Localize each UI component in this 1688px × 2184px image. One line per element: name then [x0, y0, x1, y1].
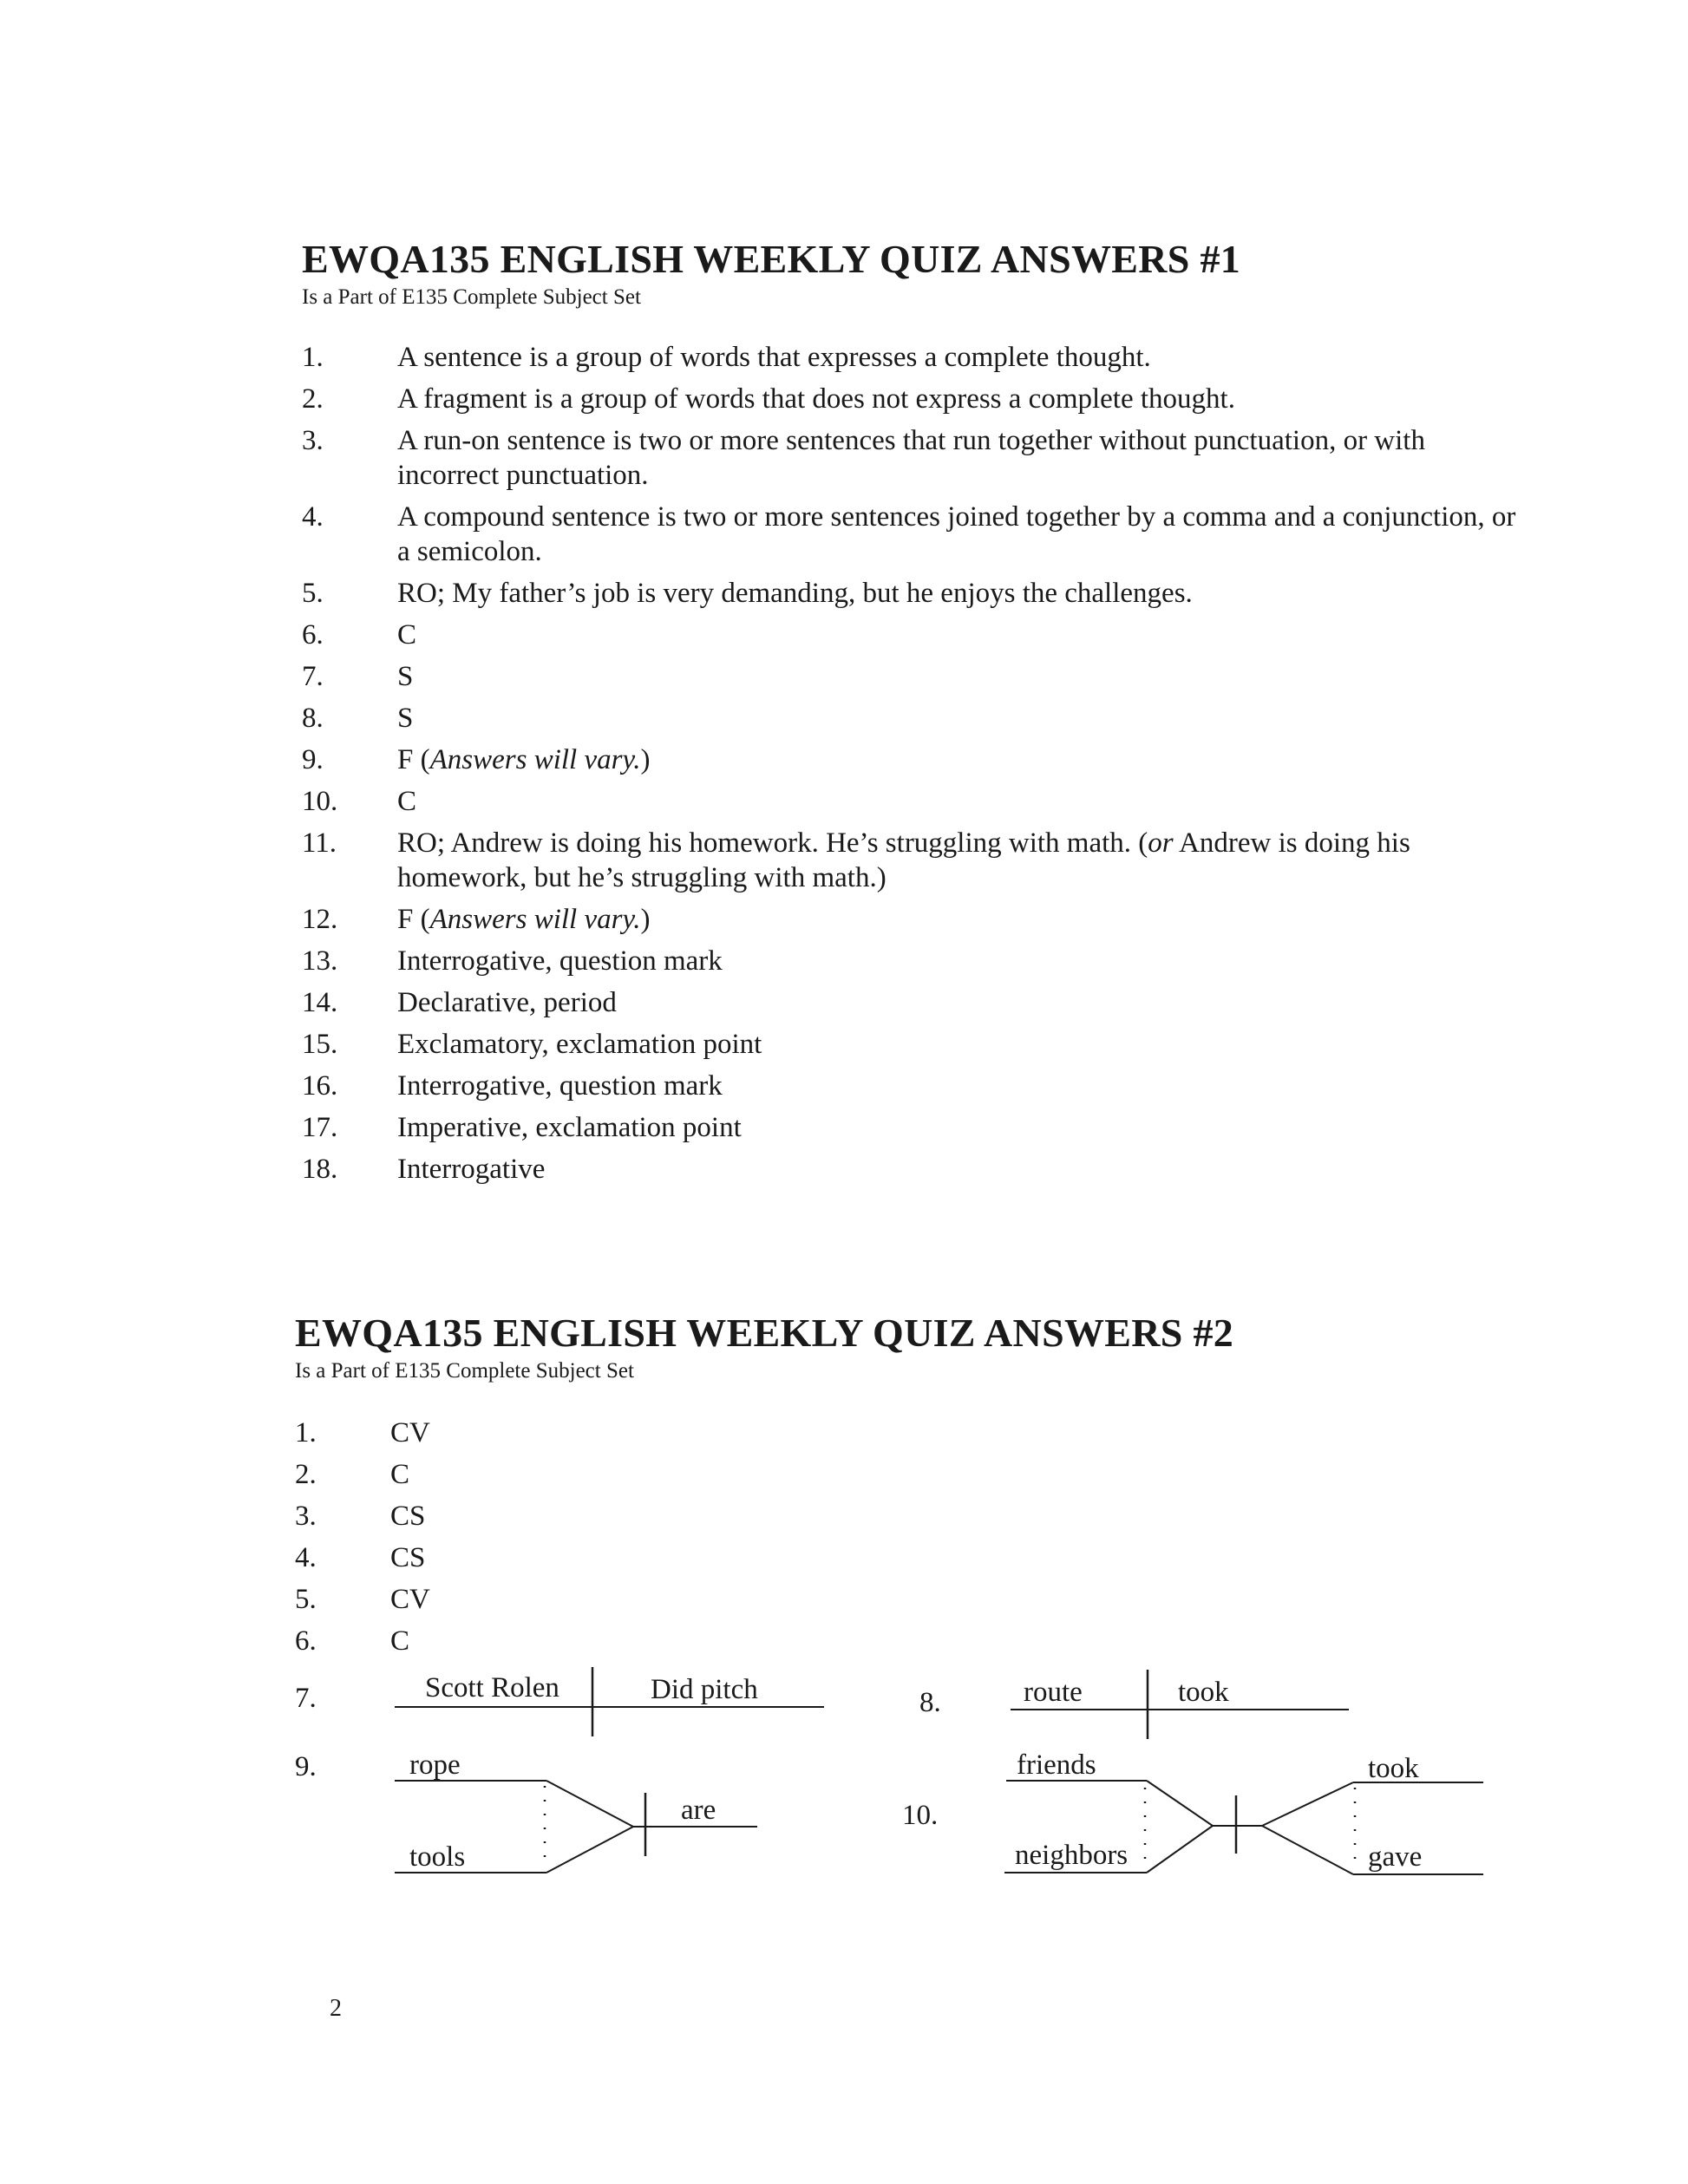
answer-text: CV	[390, 1584, 430, 1615]
answer-note: (Answers will vary.)	[420, 904, 651, 935]
answer-text: RO; Andrew is doing his homework. He’s struggling with math. (or Andrew is doing his homework, but he’s struggling with math.)	[397, 827, 1410, 893]
answer-item	[302, 826, 1534, 895]
diagram-9-lines	[295, 1748, 781, 1891]
answer-number: 10.	[302, 786, 338, 817]
answer-item	[302, 659, 1534, 694]
answer-text: RO; My father’s job is very demanding, but he enjoys the challenges.	[397, 578, 1193, 609]
answer-number: 1.	[302, 342, 324, 373]
answer-text: C	[397, 619, 417, 651]
diagram-7-lines	[295, 1665, 833, 1761]
answer-number: 4.	[295, 1542, 317, 1573]
answer-text: F	[397, 904, 414, 935]
diagram-subject-top: friends	[1017, 1749, 1096, 1781]
answer-text: C	[390, 1459, 410, 1490]
answer-number: 13.	[302, 945, 338, 977]
answer-item	[302, 1069, 1534, 1103]
answer-number: 17.	[302, 1112, 338, 1143]
answer-item	[295, 1499, 1544, 1533]
answer-item	[302, 701, 1534, 736]
answer-text: Interrogative, question mark	[397, 1070, 723, 1102]
answer-text: A run-on sentence is two or more sentences that run together without punctuation, or with incorrect punctuation.	[397, 425, 1425, 491]
answer-item	[302, 1152, 1534, 1187]
answer-item	[302, 742, 1534, 777]
diagram-10	[902, 1748, 1509, 1895]
diagram-subject-top: rope	[409, 1749, 461, 1781]
quiz-2-answer-list	[295, 1416, 1544, 1658]
answer-text: Exclamatory, exclamation point	[397, 1029, 762, 1060]
answer-text: S	[397, 661, 414, 692]
answer-item	[302, 340, 1534, 375]
answer-item	[302, 500, 1534, 569]
diagram-verb: took	[1178, 1677, 1229, 1708]
answer-text: Imperative, exclamation point	[397, 1112, 742, 1143]
quiz-2-section	[295, 1310, 1544, 1665]
diagram-verb: Did pitch	[651, 1674, 758, 1705]
quiz-1-title: EWQA135 ENGLISH WEEKLY QUIZ ANSWERS #1	[302, 237, 1241, 281]
answer-item	[295, 1540, 1544, 1575]
answer-number: 2.	[302, 383, 324, 415]
answer-number: 6.	[295, 1625, 317, 1657]
diagram-subject: route	[1024, 1677, 1083, 1708]
answer-item	[295, 1582, 1544, 1617]
answer-item	[295, 1457, 1544, 1492]
answer-number: 3.	[295, 1501, 317, 1532]
quiz-1-subtitle: Is a Part of E135 Complete Subject Set	[302, 285, 641, 309]
answer-number: 4.	[302, 501, 324, 533]
answer-number: 3.	[302, 425, 324, 456]
answer-number: 16.	[302, 1070, 338, 1102]
answer-number: 1.	[295, 1417, 317, 1448]
answer-text: Declarative, period	[397, 987, 617, 1018]
answer-number: 11.	[302, 827, 337, 859]
diagram-verb-bottom: gave	[1368, 1841, 1423, 1873]
answer-number: 2.	[295, 1459, 317, 1490]
answer-text: A sentence is a group of words that expresses a complete thought.	[397, 342, 1151, 373]
answer-note: (Answers will vary.)	[420, 744, 651, 775]
answer-item	[295, 1416, 1544, 1450]
answer-item	[302, 382, 1534, 416]
diagram-subject: Scott Rolen	[425, 1672, 559, 1703]
diagram-number: 10.	[902, 1800, 939, 1831]
answer-text: C	[390, 1625, 410, 1657]
answer-item	[302, 944, 1534, 978]
answer-text: F	[397, 744, 414, 775]
quiz-1-section	[302, 236, 1551, 1193]
answer-item	[302, 1027, 1534, 1062]
answer-number: 15.	[302, 1029, 338, 1060]
answer-number: 8.	[302, 703, 324, 734]
answer-text: CS	[390, 1501, 426, 1532]
quiz-2-subtitle: Is a Part of E135 Complete Subject Set	[295, 1359, 634, 1383]
answer-item	[302, 985, 1534, 1020]
answer-text: S	[397, 703, 414, 734]
answer-text: CS	[390, 1542, 426, 1573]
diagram-7	[295, 1665, 833, 1761]
page-number: 2	[330, 1995, 342, 2022]
answer-text: Interrogative	[397, 1154, 546, 1185]
answer-number: 6.	[302, 619, 324, 651]
answer-item	[302, 902, 1534, 937]
answer-text: Interrogative, question mark	[397, 945, 723, 977]
answer-item	[302, 618, 1534, 652]
diagram-verb: are	[681, 1795, 716, 1826]
diagram-subject-bottom: neighbors	[1015, 1840, 1129, 1871]
quiz-2-title: EWQA135 ENGLISH WEEKLY QUIZ ANSWERS #2	[295, 1311, 1234, 1355]
answer-item	[302, 1110, 1534, 1145]
answer-number: 9.	[302, 744, 324, 775]
diagram-verb-top: took	[1368, 1753, 1419, 1784]
quiz-1-answer-list	[302, 340, 1551, 1187]
answer-number: 18.	[302, 1154, 338, 1185]
diagram-9	[295, 1748, 781, 1891]
answer-item	[302, 423, 1534, 493]
diagram-number: 8.	[919, 1687, 941, 1718]
answer-text: CV	[390, 1417, 430, 1448]
answer-text: A fragment is a group of words that does not express a complete thought.	[397, 383, 1235, 415]
answer-number: 7.	[302, 661, 324, 692]
answer-number: 12.	[302, 904, 338, 935]
answer-text: A compound sentence is two or more sentences joined together by a comma and a conjunction, or a semicolon.	[397, 501, 1516, 567]
diagram-10-lines	[902, 1748, 1509, 1895]
diagram-subject-bottom: tools	[409, 1841, 466, 1873]
answer-number: 14.	[302, 987, 338, 1018]
answer-number: 5.	[295, 1584, 317, 1615]
diagram-number: 9.	[295, 1751, 317, 1782]
answer-item	[302, 784, 1534, 819]
answer-item	[302, 576, 1534, 611]
answer-number: 5.	[302, 578, 324, 609]
answer-text: C	[397, 786, 417, 817]
answer-item	[295, 1624, 1544, 1658]
diagram-number: 7.	[295, 1683, 317, 1714]
